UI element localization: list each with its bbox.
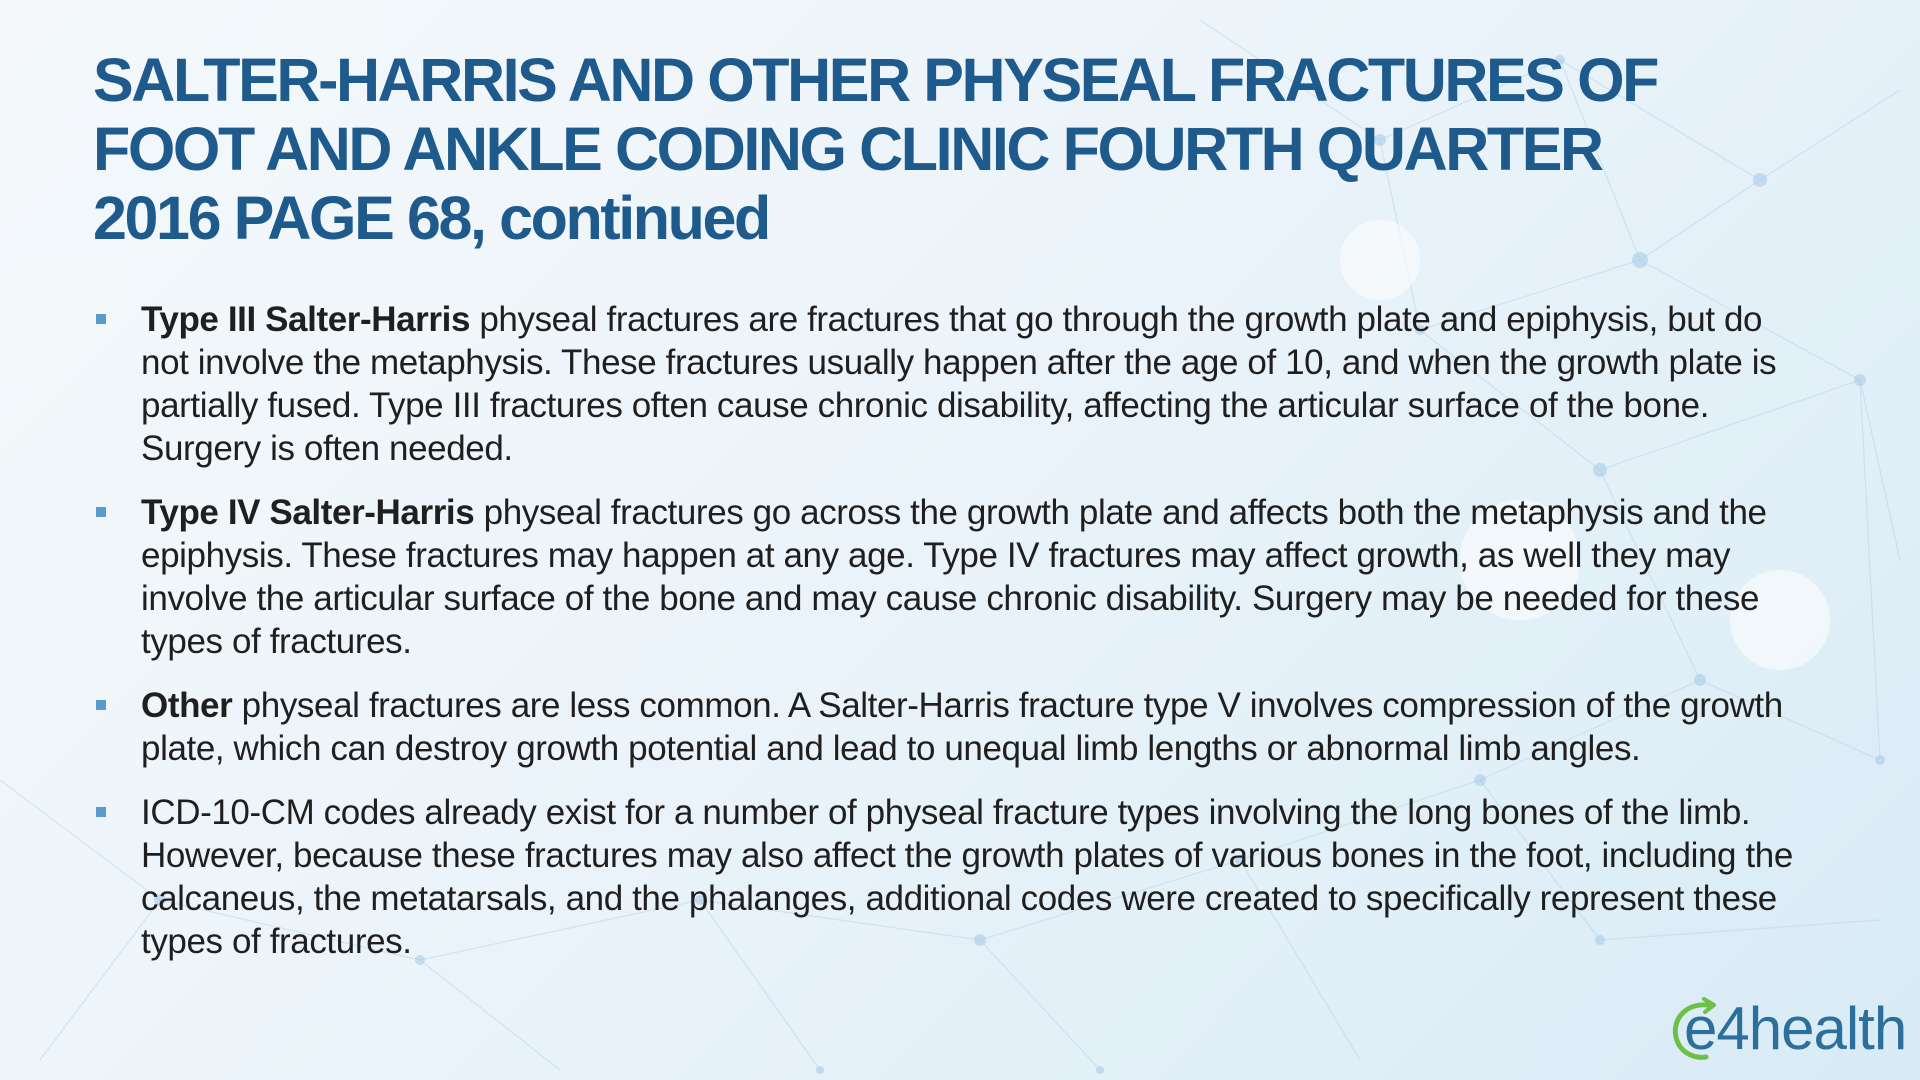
e4health-logo — [1668, 993, 1907, 1065]
bullet-item-type-iii — [93, 298, 1813, 470]
bullet-marker-icon — [96, 507, 106, 517]
bullet-term: Type III Salter-Harris — [141, 300, 471, 339]
bullet-term: Other — [141, 686, 233, 725]
bullet-item-icd-10-cm — [93, 791, 1813, 963]
logo-wordmark: e4health — [1684, 995, 1907, 1062]
bullet-marker-icon — [96, 314, 106, 324]
bullet-list — [93, 298, 1813, 984]
slide-title-line-2: FOOT AND ANKLE CODING CLINIC FOURTH QUARTER — [93, 115, 1602, 183]
bullet-item-type-iv — [93, 491, 1813, 663]
bullet-marker-icon — [96, 807, 106, 817]
bullet-term: Type IV Salter-Harris — [141, 493, 475, 532]
bullet-item-other — [93, 684, 1813, 770]
slide-title — [93, 46, 1793, 253]
slide-title-line-1: SALTER-HARRIS AND OTHER PHYSEAL FRACTURES OF — [93, 46, 1658, 114]
bullet-text: physeal fractures go across the growth plate and affects both the metaphysis and the epiphysis. These fractures may happen at any age. Type IV fractures may affect growth, as well they may involve the articular surface of the bone and may cause chronic disability. Surgery may be needed for these types of fractures. — [141, 493, 1767, 661]
bullet-text: physeal fractures are less common. A Salter-Harris fracture type V involves compression of the growth plate, which can destroy growth potential and lead to unequal limb lengths or abnormal limb angles. — [141, 686, 1783, 768]
bullet-text: physeal fractures are fractures that go through the growth plate and epiphysis, but do not involve the metaphysis. These fractures usually happen after the age of 10, and when the growth plate is partially fused. Type III fractures often cause chronic disability, affecting the articular surface of the bone. Surgery is often needed. — [141, 300, 1777, 468]
bullet-marker-icon — [96, 700, 106, 710]
slide-title-line-3: 2016 PAGE 68, continued — [93, 184, 769, 252]
bullet-text: ICD-10-CM codes already exist for a number of physeal fracture types involving the long bones of the limb. However, because these fractures may also affect the growth plates of various bones in the foot, including the calcaneus, the metatarsals, and the phalanges, additional codes were created to specifically represent these types of fractures. — [141, 793, 1793, 961]
